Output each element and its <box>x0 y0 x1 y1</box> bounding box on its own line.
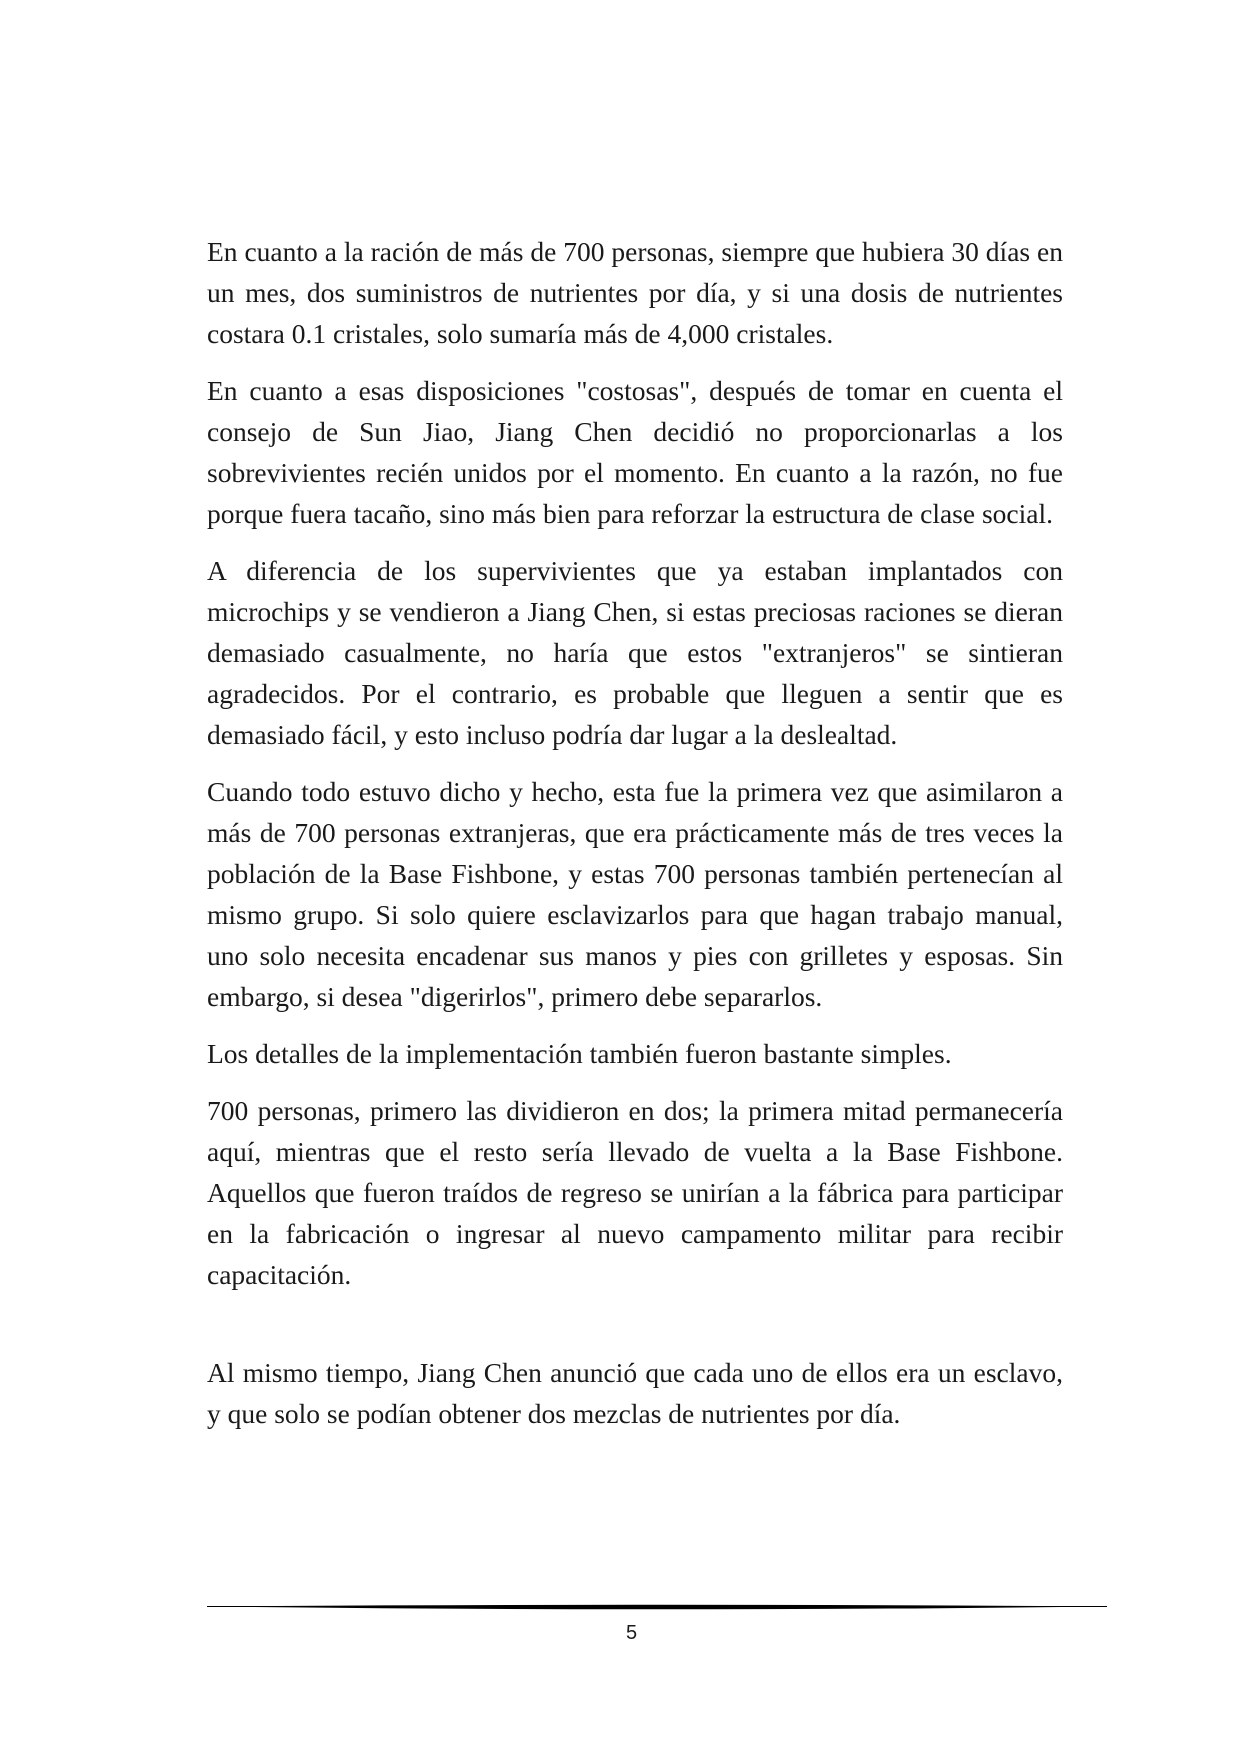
paragraph-1: En cuanto a la ración de más de 700 personas, siempre que hubiera 30 días en un mes, dos suministros de nutrientes por día, y si una dosis de nutrientes costara 0.1 cristales, solo sumaría más de 4,000 cristales. <box>207 236 1063 349</box>
paragraph-7: Al mismo tiempo, Jiang Chen anunció que cada uno de ellos era un esclavo, y que solo se podían obtener dos mezclas de nutrientes por día. <box>207 1357 1063 1429</box>
body-text <box>207 231 1063 1450</box>
paragraph-5: Los detalles de la implementación también fueron bastante simples. <box>207 1038 952 1069</box>
paragraph-2: En cuanto a esas disposiciones "costosas", después de tomar en cuenta el consejo de Sun Jiao, Jiang Chen decidió no proporcionarlas a los sobrevivientes recién unidos por el momento. En cuanto a la razón, no fue porque fuera tacaño, sino más bien para reforzar la estructura de clase social. <box>207 375 1063 529</box>
paragraph-3: A diferencia de los supervivientes que ya estaban implantados con microchips y se vendieron a Jiang Chen, si estas preciosas raciones se dieran demasiado casualmente, no haría que estos "extranjeros" se sintieran agradecidos. Por el contrario, es probable que lleguen a sentir que es demasiado fácil, y esto incluso podría dar lugar a la deslealtad. <box>207 555 1063 750</box>
footer-divider <box>207 1600 1107 1614</box>
page-number: 5 <box>625 1622 638 1644</box>
paragraph-4: Cuando todo estuvo dicho y hecho, esta fue la primera vez que asimilaron a más de 700 personas extranjeras, que era prácticamente más de tres veces la población de la Base Fishbone, y estas 700 personas también pertenecían al mismo grupo. Si solo quiere esclavizarlos para que hagan trabajo manual, uno solo necesita encadenar sus manos y pies con grilletes y esposas. Sin embargo, si desea "digerirlos", primero debe separarlos. <box>207 776 1063 1012</box>
paragraph-6: 700 personas, primero las dividieron en dos; la primera mitad permanecería aquí, mientras que el resto sería llevado de vuelta a la Base Fishbone. Aquellos que fueron traídos de regreso se unirían a la fábrica para participar en la fabricación o ingresar al nuevo campamento militar para recibir capacitación. <box>207 1095 1063 1290</box>
